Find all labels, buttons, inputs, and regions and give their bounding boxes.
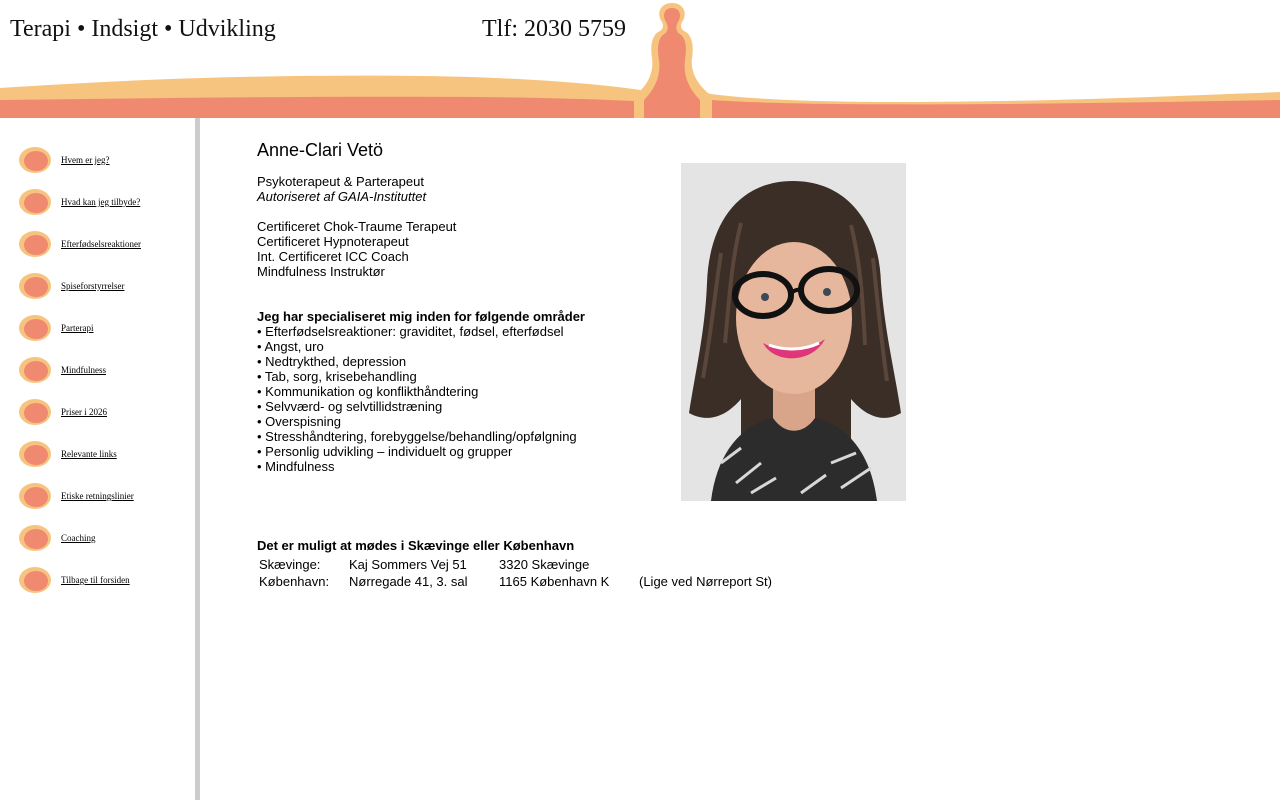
specialty-item: • Tab, sorg, krisebehandling: [257, 369, 417, 384]
bullet-icon: [18, 482, 52, 510]
specialty-item: • Personlig udvikling – individuelt og grupper: [257, 444, 513, 459]
certification-item: Int. Certificeret ICC Coach: [257, 249, 409, 264]
sidebar-link-label[interactable]: Tilbage til forsiden: [61, 575, 130, 585]
specialties-heading: Jeg har specialiseret mig inden for følgende områder: [257, 309, 585, 324]
bullet-icon: [18, 272, 52, 300]
site-tagline: Terapi • Indsigt • Udvikling: [10, 16, 276, 42]
sidebar-link-label[interactable]: Coaching: [61, 533, 96, 543]
bullet-icon: [18, 146, 52, 174]
meeting-locations: [257, 538, 774, 590]
sidebar-link-label[interactable]: Priser i 2026: [61, 407, 107, 417]
therapist-portrait-photo: [681, 163, 906, 501]
sidebar-item-etiske-retningslinier[interactable]: [18, 482, 193, 510]
specialty-item: • Nedtrykthed, depression: [257, 354, 407, 369]
certification-item: Certificeret Chok-Traume Terapeut: [257, 219, 457, 234]
location-postal: 1165 København K: [499, 574, 610, 589]
location-street: Nørregade 41, 3. sal: [349, 574, 468, 589]
sidebar-link-label[interactable]: Spiseforstyrrelser: [61, 281, 125, 291]
sidebar-link-label[interactable]: Hvad kan jeg tilbyde?: [61, 197, 141, 207]
sidebar-nav: [0, 118, 195, 800]
phone-number: Tlf: 2030 5759: [482, 16, 626, 42]
specialty-item: • Angst, uro: [257, 339, 324, 354]
sidebar-link-label[interactable]: Hvem er jeg?: [61, 155, 110, 165]
sidebar-item-hvad-kan-jeg-tilbyde[interactable]: [18, 188, 193, 216]
location-street: Kaj Sommers Vej 51: [349, 557, 467, 572]
therapist-title: Psykoterapeut & Parterapeut: [257, 174, 424, 189]
bullet-icon: [18, 524, 52, 552]
table-row: [257, 556, 774, 573]
therapist-authorization: Autoriseret af GAIA-Instituttet: [257, 189, 427, 204]
sidebar-item-hvem-er-jeg[interactable]: [18, 146, 193, 174]
certification-item: Certificeret Hypnoterapeut: [257, 234, 409, 249]
sidebar-item-relevante-links[interactable]: [18, 440, 193, 468]
specialty-item: • Overspisning: [257, 414, 342, 429]
sidebar-item-tilbage-til-forsiden[interactable]: [18, 566, 193, 594]
bullet-icon: [18, 566, 52, 594]
location-note: (Lige ved Nørreport St): [639, 574, 772, 589]
location-city: Skævinge:: [259, 557, 321, 572]
meeting-heading: Det er muligt at mødes i Skævinge eller København: [257, 538, 575, 553]
sidebar-item-spiseforstyrrelser[interactable]: [18, 272, 193, 300]
site-header: [0, 0, 1280, 118]
sidebar-item-priser[interactable]: [18, 398, 193, 426]
sidebar-item-mindfulness[interactable]: [18, 356, 193, 384]
table-row: [257, 573, 774, 590]
sidebar-link-label[interactable]: Etiske retningslinier: [61, 491, 134, 501]
certification-item: Mindfulness Instruktør: [257, 264, 385, 279]
bullet-icon: [18, 398, 52, 426]
bullet-icon: [18, 230, 52, 258]
bullet-icon: [18, 188, 52, 216]
sidebar-divider: [195, 118, 200, 800]
specialty-item: • Mindfulness: [257, 459, 335, 474]
sidebar-item-parterapi[interactable]: [18, 314, 193, 342]
location-postal: 3320 Skævinge: [499, 557, 590, 572]
sidebar-link-label[interactable]: Parterapi: [61, 323, 94, 333]
specialty-item: • Selvværd- og selvtillidstræning: [257, 399, 443, 414]
sidebar-item-efterfoedselsreaktioner[interactable]: [18, 230, 193, 258]
location-note: [637, 556, 774, 573]
specialty-item: • Kommunikation og konflikthåndtering: [257, 384, 479, 399]
location-city: København:: [259, 574, 330, 589]
specialty-item: • Stresshåndtering, forebyggelse/behandling/opfølgning: [257, 429, 577, 444]
bullet-icon: [18, 356, 52, 384]
sidebar-link-label[interactable]: Relevante links: [61, 449, 117, 459]
locations-table: [257, 556, 774, 590]
sidebar-link-label[interactable]: Mindfulness: [61, 365, 106, 375]
therapist-name: Anne-Clari Vetö: [257, 140, 384, 160]
specialty-item: • Efterfødselsreaktioner: graviditet, fødsel, efterfødsel: [257, 324, 564, 339]
sidebar-link-label[interactable]: Efterfødselsreaktioner: [61, 239, 141, 249]
bullet-icon: [18, 440, 52, 468]
sidebar-item-coaching[interactable]: [18, 524, 193, 552]
bullet-icon: [18, 314, 52, 342]
